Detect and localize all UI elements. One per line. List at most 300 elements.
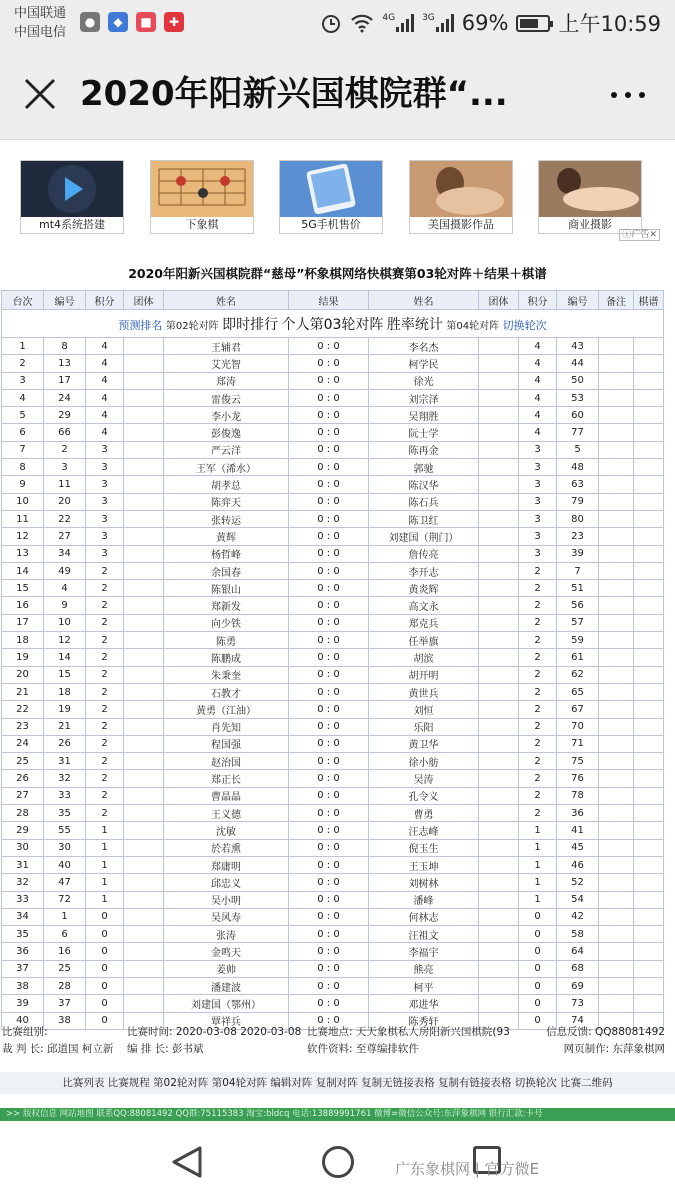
result: 0 : 0 bbox=[289, 407, 369, 424]
opponent-id: 79 bbox=[557, 493, 599, 510]
result: 0 : 0 bbox=[289, 562, 369, 579]
note bbox=[599, 424, 634, 441]
table-row bbox=[2, 718, 664, 735]
close-icon[interactable] bbox=[22, 76, 58, 112]
note bbox=[599, 683, 634, 700]
score: 2 bbox=[86, 632, 124, 649]
table-number: 32 bbox=[2, 874, 44, 891]
game-record[interactable] bbox=[634, 597, 664, 614]
opponent-team bbox=[479, 753, 519, 770]
player-name: 郑新发 bbox=[164, 597, 289, 614]
team bbox=[124, 338, 164, 355]
tournament-info bbox=[1, 1024, 663, 1058]
player-id: 33 bbox=[44, 787, 86, 804]
table-row bbox=[2, 770, 664, 787]
note bbox=[599, 632, 634, 649]
column-header: 结果 bbox=[289, 291, 369, 310]
player-id: 27 bbox=[44, 528, 86, 545]
opponent-name: 曹勇 bbox=[369, 805, 479, 822]
clock: 上午10:59 bbox=[558, 12, 661, 36]
battery-icon bbox=[516, 15, 550, 32]
table-number: 13 bbox=[2, 545, 44, 562]
opponent-team bbox=[479, 805, 519, 822]
player-name: 刘建国（鄂州） bbox=[164, 995, 289, 1012]
table-number: 26 bbox=[2, 770, 44, 787]
game-record[interactable] bbox=[634, 389, 664, 406]
table-number: 35 bbox=[2, 926, 44, 943]
table-number: 15 bbox=[2, 580, 44, 597]
win-rate-link[interactable]: 胜率统计 bbox=[386, 316, 443, 333]
result: 0 : 0 bbox=[289, 510, 369, 527]
note bbox=[599, 908, 634, 925]
game-record[interactable] bbox=[634, 614, 664, 631]
opponent-id: 43 bbox=[557, 338, 599, 355]
app-notification-icon: ■ bbox=[136, 12, 156, 32]
opponent-score: 3 bbox=[519, 493, 557, 510]
opponent-name: 熊亮 bbox=[369, 960, 479, 977]
table-number: 36 bbox=[2, 943, 44, 960]
opponent-id: 52 bbox=[557, 874, 599, 891]
opponent-score: 3 bbox=[519, 459, 557, 476]
opponent-id: 36 bbox=[557, 805, 599, 822]
ad-item[interactable] bbox=[150, 160, 254, 234]
opponent-id: 69 bbox=[557, 977, 599, 994]
column-header: 姓名 bbox=[164, 291, 289, 310]
score: 2 bbox=[86, 614, 124, 631]
android-nav-bar bbox=[0, 1122, 675, 1200]
player-name: 张转运 bbox=[164, 510, 289, 527]
score: 2 bbox=[86, 805, 124, 822]
player-name: 胡孝总 bbox=[164, 476, 289, 493]
ad-image bbox=[151, 161, 253, 217]
opponent-id: 68 bbox=[557, 960, 599, 977]
game-record[interactable] bbox=[634, 926, 664, 943]
result: 0 : 0 bbox=[289, 389, 369, 406]
score: 3 bbox=[86, 545, 124, 562]
player-name: 朱秉奎 bbox=[164, 666, 289, 683]
game-record[interactable] bbox=[634, 753, 664, 770]
result: 0 : 0 bbox=[289, 338, 369, 355]
carrier-1: 中国联通 bbox=[14, 6, 67, 21]
note bbox=[599, 459, 634, 476]
opponent-name: 何林志 bbox=[369, 908, 479, 925]
score: 1 bbox=[86, 839, 124, 856]
opponent-score: 4 bbox=[519, 389, 557, 406]
player-name: 杨哲峰 bbox=[164, 545, 289, 562]
note bbox=[599, 926, 634, 943]
game-record[interactable] bbox=[634, 977, 664, 994]
game-record[interactable] bbox=[634, 562, 664, 579]
player-id: 14 bbox=[44, 649, 86, 666]
tournament-title: 2020年阳新兴国棋院群“慈母”杯象棋网络快棋赛第03轮对阵＋结果＋棋谱 bbox=[128, 266, 547, 281]
opponent-id: 73 bbox=[557, 995, 599, 1012]
team bbox=[124, 476, 164, 493]
table-row bbox=[2, 839, 664, 856]
game-record[interactable] bbox=[634, 459, 664, 476]
opponent-score: 2 bbox=[519, 787, 557, 804]
opponent-team bbox=[479, 666, 519, 683]
score: 4 bbox=[86, 389, 124, 406]
player-id: 31 bbox=[44, 753, 86, 770]
table-number: 37 bbox=[2, 960, 44, 977]
note bbox=[599, 943, 634, 960]
score: 4 bbox=[86, 407, 124, 424]
game-record[interactable] bbox=[634, 649, 664, 666]
table-number: 31 bbox=[2, 856, 44, 873]
game-record[interactable] bbox=[634, 441, 664, 458]
opponent-name: 李福宇 bbox=[369, 943, 479, 960]
table-row bbox=[2, 908, 664, 925]
score: 3 bbox=[86, 493, 124, 510]
player-name: 肖先知 bbox=[164, 718, 289, 735]
player-id: 6 bbox=[44, 926, 86, 943]
table-row bbox=[2, 459, 664, 476]
player-id: 19 bbox=[44, 701, 86, 718]
result: 0 : 0 bbox=[289, 649, 369, 666]
player-name: 陈弈天 bbox=[164, 493, 289, 510]
score: 3 bbox=[86, 441, 124, 458]
opponent-id: 75 bbox=[557, 753, 599, 770]
opponent-score: 2 bbox=[519, 718, 557, 735]
team bbox=[124, 770, 164, 787]
opponent-team bbox=[479, 960, 519, 977]
table-number: 9 bbox=[2, 476, 44, 493]
score: 3 bbox=[86, 510, 124, 527]
opponent-name: 汪祖文 bbox=[369, 926, 479, 943]
game-record[interactable] bbox=[634, 666, 664, 683]
score: 4 bbox=[86, 372, 124, 389]
opponent-score: 4 bbox=[519, 338, 557, 355]
ad-item[interactable] bbox=[409, 160, 513, 234]
table-row bbox=[2, 441, 664, 458]
result: 0 : 0 bbox=[289, 787, 369, 804]
player-name: 姜帅 bbox=[164, 960, 289, 977]
opponent-name: 王玉坤 bbox=[369, 856, 479, 873]
opponent-score: 3 bbox=[519, 528, 557, 545]
result: 0 : 0 bbox=[289, 372, 369, 389]
team bbox=[124, 805, 164, 822]
table-number: 18 bbox=[2, 632, 44, 649]
note bbox=[599, 718, 634, 735]
opponent-score: 2 bbox=[519, 753, 557, 770]
opponent-team bbox=[479, 735, 519, 752]
signal-icon bbox=[436, 14, 454, 32]
opponent-name: 吴涛 bbox=[369, 770, 479, 787]
game-record[interactable] bbox=[634, 822, 664, 839]
game-record[interactable] bbox=[634, 839, 664, 856]
result: 0 : 0 bbox=[289, 995, 369, 1012]
score: 2 bbox=[86, 735, 124, 752]
table-number: 5 bbox=[2, 407, 44, 424]
player-id: 30 bbox=[44, 839, 86, 856]
player-name: 覃祥兵 bbox=[164, 1012, 289, 1029]
watermark: 广东象棋网 | 官方微E bbox=[395, 1160, 540, 1178]
result: 0 : 0 bbox=[289, 441, 369, 458]
player-id: 72 bbox=[44, 891, 86, 908]
opponent-name: 汪志峰 bbox=[369, 822, 479, 839]
opponent-team bbox=[479, 718, 519, 735]
opponent-id: 64 bbox=[557, 943, 599, 960]
team bbox=[124, 389, 164, 406]
game-record[interactable] bbox=[634, 372, 664, 389]
game-record[interactable] bbox=[634, 943, 664, 960]
score: 0 bbox=[86, 926, 124, 943]
player-name: 王军（浠水） bbox=[164, 459, 289, 476]
note bbox=[599, 562, 634, 579]
opponent-score: 2 bbox=[519, 770, 557, 787]
switch-round-link[interactable]: 切换轮次 bbox=[502, 318, 547, 332]
opponent-score: 2 bbox=[519, 632, 557, 649]
player-name: 郑涛 bbox=[164, 372, 289, 389]
player-id: 47 bbox=[44, 874, 86, 891]
player-id: 13 bbox=[44, 355, 86, 372]
game-record[interactable] bbox=[634, 891, 664, 908]
table-row bbox=[2, 666, 664, 683]
team bbox=[124, 407, 164, 424]
opponent-score: 4 bbox=[519, 407, 557, 424]
table-number: 16 bbox=[2, 597, 44, 614]
game-record[interactable] bbox=[634, 493, 664, 510]
player-id: 66 bbox=[44, 424, 86, 441]
table-number: 1 bbox=[2, 338, 44, 355]
game-record[interactable] bbox=[634, 856, 664, 873]
result: 0 : 0 bbox=[289, 459, 369, 476]
player-name: 艾光智 bbox=[164, 355, 289, 372]
table-row bbox=[2, 580, 664, 597]
opponent-id: 80 bbox=[557, 510, 599, 527]
result: 0 : 0 bbox=[289, 770, 369, 787]
table-number: 2 bbox=[2, 355, 44, 372]
opponent-name: 徐小舫 bbox=[369, 753, 479, 770]
column-header: 姓名 bbox=[369, 291, 479, 310]
player-name: 余国春 bbox=[164, 562, 289, 579]
opponent-team bbox=[479, 545, 519, 562]
score: 4 bbox=[86, 355, 124, 372]
player-name: 於若熏 bbox=[164, 839, 289, 856]
game-record[interactable] bbox=[634, 407, 664, 424]
table-number: 11 bbox=[2, 510, 44, 527]
ad-item[interactable] bbox=[279, 160, 383, 234]
team bbox=[124, 562, 164, 579]
ad-item[interactable] bbox=[20, 160, 124, 234]
result: 0 : 0 bbox=[289, 926, 369, 943]
game-record[interactable] bbox=[634, 701, 664, 718]
column-header: 团体 bbox=[124, 291, 164, 310]
team bbox=[124, 510, 164, 527]
game-record[interactable] bbox=[634, 908, 664, 925]
team bbox=[124, 908, 164, 925]
opponent-team bbox=[479, 926, 519, 943]
opponent-id: 63 bbox=[557, 476, 599, 493]
table-number: 25 bbox=[2, 753, 44, 770]
game-record[interactable] bbox=[634, 683, 664, 700]
opponent-team bbox=[479, 701, 519, 718]
note bbox=[599, 822, 634, 839]
player-id: 40 bbox=[44, 856, 86, 873]
table-number: 4 bbox=[2, 389, 44, 406]
match-time: 比赛时间: 2020-03-08 2020-03-08 bbox=[127, 1026, 302, 1038]
table-number: 21 bbox=[2, 683, 44, 700]
note bbox=[599, 614, 634, 631]
player-id: 24 bbox=[44, 389, 86, 406]
team bbox=[124, 926, 164, 943]
column-header: 团体 bbox=[479, 291, 519, 310]
player-name: 吴风寿 bbox=[164, 908, 289, 925]
opponent-id: 50 bbox=[557, 372, 599, 389]
ad-item[interactable] bbox=[538, 160, 642, 234]
game-record[interactable] bbox=[634, 735, 664, 752]
game-record[interactable] bbox=[634, 960, 664, 977]
table-number: 14 bbox=[2, 562, 44, 579]
game-record[interactable] bbox=[634, 874, 664, 891]
opponent-name: 潘峰 bbox=[369, 891, 479, 908]
player-id: 55 bbox=[44, 822, 86, 839]
opponent-id: 23 bbox=[557, 528, 599, 545]
opponent-score: 2 bbox=[519, 614, 557, 631]
note bbox=[599, 839, 634, 856]
game-record[interactable] bbox=[634, 424, 664, 441]
team bbox=[124, 856, 164, 873]
opponent-score: 0 bbox=[519, 995, 557, 1012]
opponent-name: 陈石兵 bbox=[369, 493, 479, 510]
ad-tag[interactable]: ⓘ广告✕ bbox=[619, 229, 660, 241]
opponent-name: 李名杰 bbox=[369, 338, 479, 355]
game-record[interactable] bbox=[634, 995, 664, 1012]
game-record[interactable] bbox=[634, 545, 664, 562]
opponent-team bbox=[479, 407, 519, 424]
player-name: 潘建波 bbox=[164, 977, 289, 994]
opponent-team bbox=[479, 614, 519, 631]
opponent-name: 黄世兵 bbox=[369, 683, 479, 700]
note bbox=[599, 787, 634, 804]
live-ranking-link[interactable]: 即时排行 bbox=[222, 316, 279, 333]
ad-label: 下象棋 bbox=[185, 218, 219, 231]
table-number: 6 bbox=[2, 424, 44, 441]
opponent-score: 2 bbox=[519, 683, 557, 700]
game-record[interactable] bbox=[634, 787, 664, 804]
round-02-link[interactable]: 第02轮对阵 bbox=[165, 320, 219, 332]
opponent-score: 2 bbox=[519, 805, 557, 822]
chief-referee: 裁 判 长: 邱道国 柯立新 bbox=[2, 1043, 114, 1055]
opponent-id: 76 bbox=[557, 770, 599, 787]
opponent-score: 2 bbox=[519, 701, 557, 718]
opponent-team bbox=[479, 510, 519, 527]
note bbox=[599, 493, 634, 510]
opponent-score: 3 bbox=[519, 441, 557, 458]
opponent-id: 54 bbox=[557, 891, 599, 908]
player-id: 11 bbox=[44, 476, 86, 493]
game-record[interactable] bbox=[634, 770, 664, 787]
team bbox=[124, 753, 164, 770]
game-record[interactable] bbox=[634, 338, 664, 355]
game-record[interactable] bbox=[634, 510, 664, 527]
player-id: 4 bbox=[44, 580, 86, 597]
table-row bbox=[2, 805, 664, 822]
result: 0 : 0 bbox=[289, 839, 369, 856]
opponent-team bbox=[479, 787, 519, 804]
result: 0 : 0 bbox=[289, 960, 369, 977]
home-icon[interactable] bbox=[322, 1146, 354, 1178]
score: 2 bbox=[86, 701, 124, 718]
back-icon[interactable] bbox=[170, 1144, 204, 1180]
game-record[interactable] bbox=[634, 718, 664, 735]
wechat-icon: ● bbox=[80, 12, 100, 32]
opponent-team bbox=[479, 441, 519, 458]
opponent-score: 2 bbox=[519, 580, 557, 597]
team bbox=[124, 874, 164, 891]
opponent-team bbox=[479, 977, 519, 994]
note bbox=[599, 805, 634, 822]
opponent-team bbox=[479, 839, 519, 856]
opponent-score: 2 bbox=[519, 735, 557, 752]
score: 3 bbox=[86, 476, 124, 493]
more-menu-icon[interactable] bbox=[611, 92, 645, 98]
ad-image bbox=[410, 161, 512, 217]
table-number: 30 bbox=[2, 839, 44, 856]
current-round-label: 个人第03轮对阵 bbox=[281, 316, 384, 333]
game-record[interactable] bbox=[634, 528, 664, 545]
wifi-icon bbox=[350, 13, 374, 33]
score: 4 bbox=[86, 338, 124, 355]
opponent-team bbox=[479, 580, 519, 597]
game-record[interactable] bbox=[634, 632, 664, 649]
result: 0 : 0 bbox=[289, 580, 369, 597]
result: 0 : 0 bbox=[289, 701, 369, 718]
action-links[interactable]: 比赛列表 比赛规程 第02轮对阵 第04轮对阵 编辑对阵 复制对阵 复制无链接表格 复制有链接表格 切换轮次 比赛二维码 bbox=[0, 1072, 675, 1094]
opponent-id: 78 bbox=[557, 787, 599, 804]
table-row bbox=[2, 683, 664, 700]
opponent-team bbox=[479, 649, 519, 666]
opponent-id: 70 bbox=[557, 718, 599, 735]
game-record[interactable] bbox=[634, 476, 664, 493]
result: 0 : 0 bbox=[289, 718, 369, 735]
round-04-link[interactable]: 第04轮对阵 bbox=[446, 320, 500, 332]
title-bar bbox=[0, 48, 675, 140]
opponent-score: 0 bbox=[519, 908, 557, 925]
opponent-team bbox=[479, 891, 519, 908]
table-row bbox=[2, 562, 664, 579]
table-row bbox=[2, 545, 664, 562]
player-name: 郑正长 bbox=[164, 770, 289, 787]
table-row bbox=[2, 476, 664, 493]
battery-percent: 69% bbox=[461, 11, 509, 35]
app-notification-icon: ✚ bbox=[164, 12, 184, 32]
opponent-id: 77 bbox=[557, 424, 599, 441]
copyright-bar: >> 版权信息 网站地图 联系QQ:88081492 QQ群:75115383 淘宝:bldcq 电话:13889991761 微博=微信公众号:东萍象棋网 银行汇款:卡号 bbox=[0, 1108, 675, 1121]
note bbox=[599, 355, 634, 372]
predict-ranking-link[interactable]: 预测排名 bbox=[118, 318, 163, 332]
result: 0 : 0 bbox=[289, 632, 369, 649]
game-record[interactable] bbox=[634, 580, 664, 597]
network-type-label: 3G bbox=[422, 13, 435, 23]
result: 0 : 0 bbox=[289, 891, 369, 908]
score: 2 bbox=[86, 597, 124, 614]
column-header: 台次 bbox=[2, 291, 44, 310]
opponent-id: 42 bbox=[557, 908, 599, 925]
player-name: 沈敏 bbox=[164, 822, 289, 839]
player-id: 10 bbox=[44, 614, 86, 631]
table-row bbox=[2, 632, 664, 649]
note bbox=[599, 770, 634, 787]
opponent-score: 1 bbox=[519, 856, 557, 873]
table-row bbox=[2, 510, 664, 527]
result: 0 : 0 bbox=[289, 476, 369, 493]
table-number: 20 bbox=[2, 666, 44, 683]
game-record[interactable] bbox=[634, 805, 664, 822]
opponent-score: 1 bbox=[519, 822, 557, 839]
game-record[interactable] bbox=[634, 355, 664, 372]
player-id: 22 bbox=[44, 510, 86, 527]
